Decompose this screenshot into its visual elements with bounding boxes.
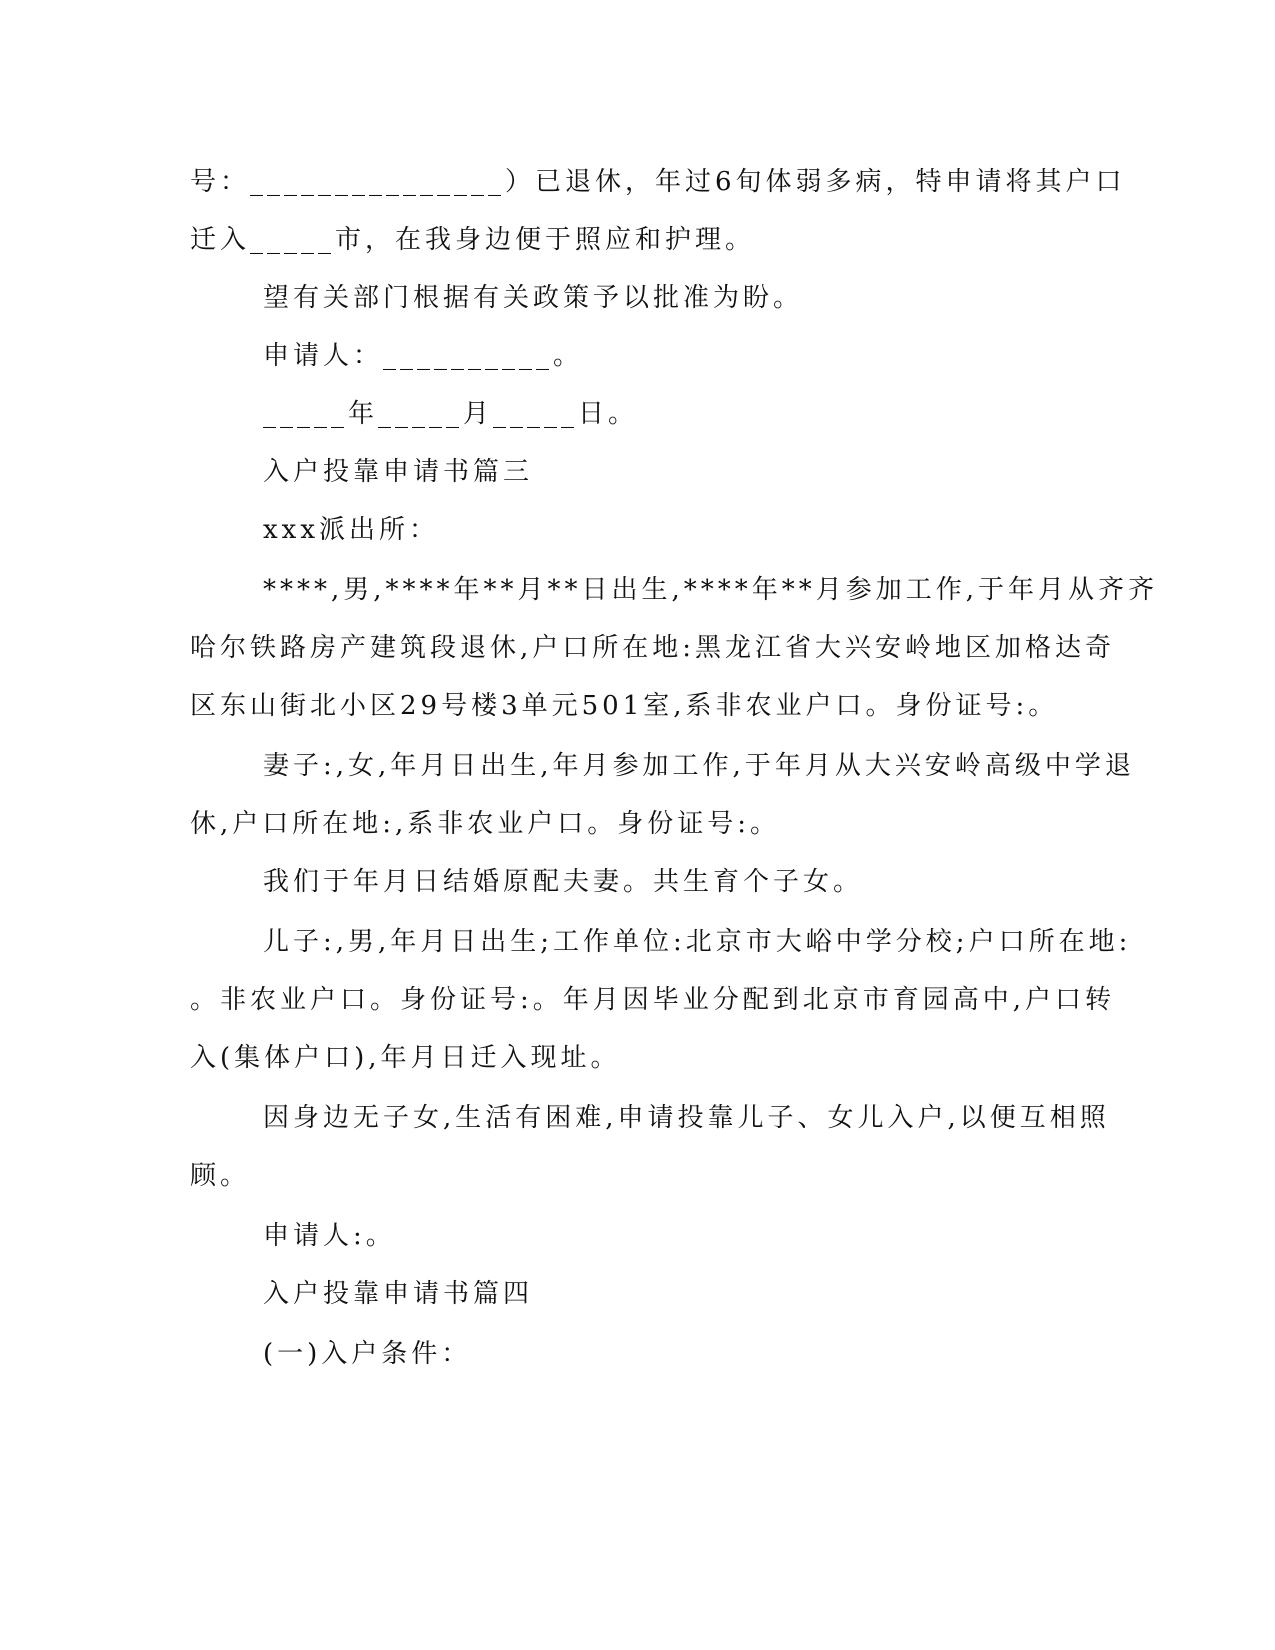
text-line: 望有关部门根据有关政策予以批准为盼。 [263, 283, 804, 313]
text-line: 。非农业户口。身份证号:。年月因毕业分配到北京市育园高中,户口转 [190, 985, 1116, 1015]
text-line: 迁入_____市，在我身边便于照应和护理。 [190, 225, 756, 255]
text-line: 入(集体户口),年月日迁入现址。 [190, 1043, 621, 1073]
date-line: _____年_____月_____日。 [263, 399, 639, 429]
text-line: 因身边无子女,生活有困难,申请投靠儿子、女儿入户,以便互相照 [263, 1103, 1110, 1133]
text-line: 妻子:,女,年月日出生,年月参加工作,于年月从大兴安岭高级中学退 [263, 751, 1135, 781]
section-heading: 入户投靠申请书篇三 [263, 457, 534, 487]
text-line: 我们于年月日结婚原配夫妻。共生育个子女。 [263, 867, 864, 897]
signature-line: 申请人:。 [263, 1221, 396, 1251]
text-line: 休,户口所在地:,系非农业户口。身份证号:。 [190, 809, 781, 839]
text-line: 区东山街北小区29号楼3单元501室,系非农业户口。身份证号:。 [190, 691, 1059, 721]
text-line: 号：_______________）已退休，年过6旬体弱多病，特申请将其户口 [190, 167, 1126, 197]
signature-line: 申请人：__________。 [263, 341, 584, 371]
subsection-heading: (一)入户条件： [263, 1339, 472, 1369]
text-line: 哈尔铁路房产建筑段退休,户口所在地:黑龙江省大兴安岭地区加格达奇 [190, 633, 1116, 663]
salutation: xxx派出所： [263, 515, 439, 545]
section-heading: 入户投靠申请书篇四 [263, 1279, 534, 1309]
text-line: 儿子:,男,年月日出生;工作单位:北京市大峪中学分校;户口所在地: [263, 927, 1132, 957]
text-line: ****,男,****年**月**日出生,****年**月参加工作,于年月从齐齐 [263, 575, 1159, 605]
text-line: 顾。 [190, 1161, 251, 1191]
